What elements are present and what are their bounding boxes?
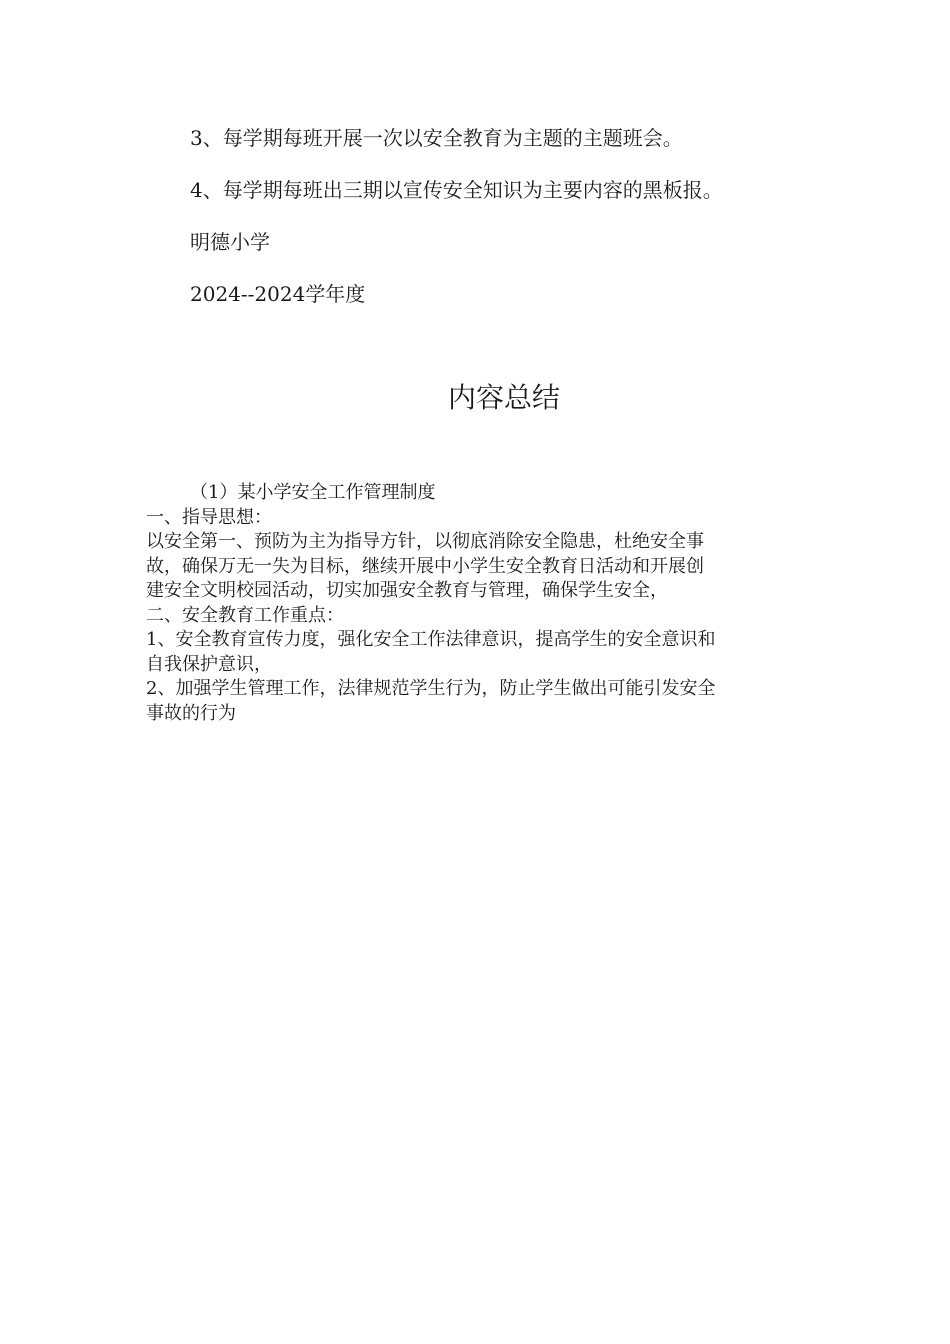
summary-line: 事故的行为 [146,702,236,724]
summary-line: 一、指导思想： [146,506,272,528]
summary-line: 故，确保万无一失为目标，继续开展中小学生安全教育日活动和开展创 [146,555,704,577]
summary-line: 1、安全教育宣传力度，强化安全工作法律意识，提高学生的安全意识和 [146,629,716,650]
rule-item-3: 3、每学期每班开展一次以安全教育为主题的主题班会。 [190,126,683,150]
school-year: 2024--2024学年度 [190,282,366,306]
summary-line: 2、加强学生管理工作，法律规范学生行为，防止学生做出可能引发安全 [146,678,716,699]
summary-line: 以安全第一、预防为主为指导方针，以彻底消除安全隐患，杜绝安全事 [146,531,704,552]
summary-line: 建安全文明校园活动，切实加强安全教育与管理，确保学生安全， [146,580,668,601]
school-name: 明德小学 [190,230,270,254]
summary-line: 自我保护意识， [146,653,272,675]
summary-title: 内容总结 [447,381,560,414]
summary-line: 二、安全教育工作重点： [146,604,344,626]
summary-body [146,481,806,726]
summary-line: （1）某小学安全工作管理制度 [190,482,436,503]
rule-item-4: 4、每学期每班出三期以宣传安全知识为主要内容的黑板报。 [190,178,723,202]
